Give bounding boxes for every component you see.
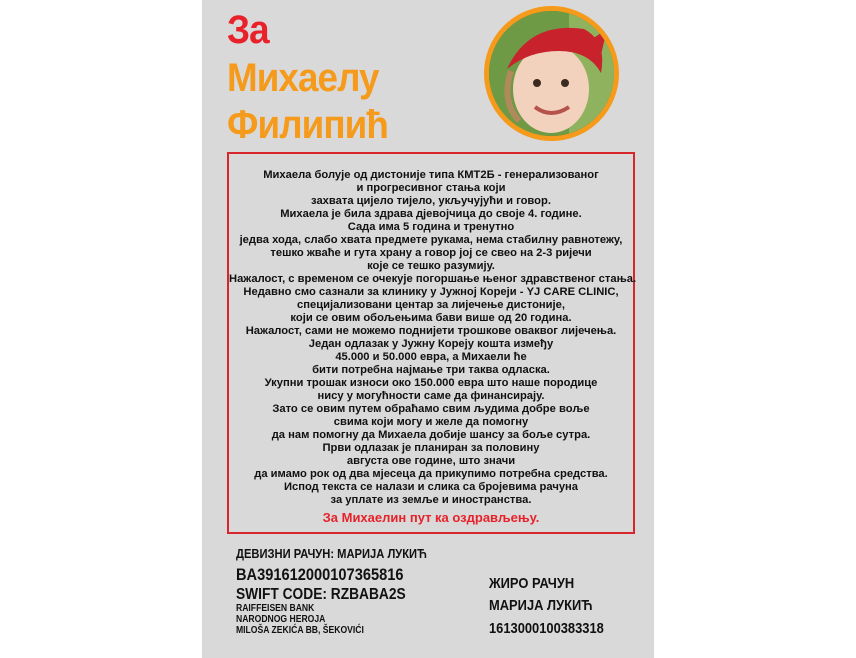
title-line-1: За (227, 8, 269, 52)
body-text-line: да нам помогну да Михаела добије шансу за боље сутра. (271, 429, 591, 441)
body-text-line: свима који могу и желе да помогну (333, 416, 529, 428)
body-text-line: Михаела болује од дистоније типа КМТ2Б - генерализованог (263, 169, 599, 181)
body-text-line: специјализовани центар за лијечење дистоније, (297, 299, 565, 311)
body-text-line: Сада има 5 година и тренутно (347, 221, 515, 233)
child-photo (484, 6, 619, 141)
body-text-line: 45.000 и 50.000 евра, а Михаели ће (335, 351, 527, 363)
closing-line: За Михаелин пут ка оздрављењу. (322, 510, 540, 525)
body-text-line: Нажалост, с временом се очекује погоршање њеног здравственог стања. (229, 273, 637, 285)
body-text-line: Један одлазак у Јужну Кореју кошта између (308, 338, 554, 350)
appeal-text-box (227, 152, 635, 534)
body-text-line: бити потребна најмање три таква одласка. (312, 364, 550, 376)
body-text-line: Испод текста се налази и слика са бројевима рачуна (283, 481, 579, 493)
title-line-2: Михаелу (227, 56, 379, 100)
body-text-line: који се овим обољењима бави више од 20 година. (290, 312, 572, 324)
foreign-account-label: ДЕВИЗНИ РАЧУН: МАРИЈА ЛУКИЋ (236, 546, 427, 561)
poster (202, 0, 654, 658)
bank-street: NARODNOG HEROJA (236, 614, 326, 625)
giro-account-number: 1613000100383318 (489, 620, 604, 637)
body-text-line: које се тешко разумију. (367, 260, 495, 272)
body-text-line: Михаела је била здрава дјевојчица до своје 4. године. (280, 208, 582, 220)
body-text-line: и прогресивног стања који (356, 182, 506, 194)
body-text-line: Први одлазак је планиран за половину (322, 442, 540, 454)
child-portrait-icon (489, 11, 614, 136)
body-text-line: захвата цијело тијело, укључујући и говор. (311, 195, 551, 207)
giro-account-label: ЖИРО РАЧУН (489, 575, 575, 592)
title-line-3: Филипић (227, 103, 388, 147)
body-text-line: да имамо рок од два мјесеца да прикупимо потребна средства. (254, 468, 608, 480)
body-text-line: Зато се овим путем обраћамо свим људима добре воље (272, 403, 590, 415)
body-text-line: Нажалост, сами не можемо поднијети трошкове оваквог лијечења. (245, 325, 617, 337)
body-text-line: нису у могућности саме да финансирају. (317, 390, 545, 402)
swift-code: SWIFT CODE: RZBABA2S (236, 586, 406, 603)
body-text-line: једва хода, слабо хвата предмете рукама, нема стабилну равнотежу, (239, 234, 623, 246)
bank-name: RAIFFEISEN BANK (236, 603, 315, 614)
body-text-line: тешко жваће и гута храну а говор јој се свео на 2-3 ријечи (270, 247, 592, 259)
bank-address: MILOŠA ZEKIĆA BB, ŠEKOVIĆI (236, 625, 364, 636)
body-text-line: Недавно смо сазнали за клинику у Јужној Кореји - YJ CARE CLINIC, (243, 286, 619, 298)
foreign-account-iban: BA391612000107365816 (236, 565, 404, 584)
body-text-line: за уплате из земље и иностранства. (330, 494, 532, 506)
giro-account-name: МАРИЈА ЛУКИЋ (489, 597, 593, 614)
body-text-line: августа ове године, што значи (346, 455, 516, 467)
body-text-line: Укупни трошак износи око 150.000 евра што наше породице (264, 377, 598, 389)
